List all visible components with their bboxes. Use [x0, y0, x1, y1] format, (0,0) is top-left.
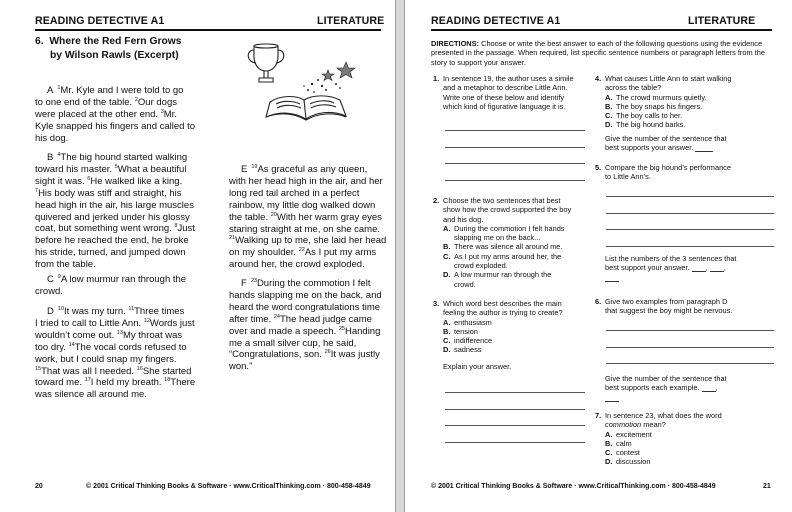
question-number: 5.	[595, 163, 602, 172]
question-number: 2.	[433, 196, 440, 205]
question-6	[595, 297, 775, 316]
question-number: 6.	[595, 297, 602, 306]
answer-option-a[interactable]: A. excitement	[605, 429, 652, 439]
paragraph-c: C $^9$A low murmur ran through the crowd.	[35, 273, 187, 297]
answer-option-d[interactable]: D. The big hound barks.	[605, 120, 686, 130]
answer-option-c[interactable]: C. indifference	[443, 336, 493, 346]
directions-label: DIRECTIONS:	[431, 39, 480, 48]
answer-line[interactable]	[445, 442, 585, 443]
question-text: Give two examples from paragraph D that suggest the boy might be nervous.	[605, 297, 733, 316]
paragraph-letter: A	[47, 85, 54, 96]
question-2	[433, 196, 593, 289]
answer-option-a[interactable]: A. During the commotion I felt hands slapping me on the back...	[443, 223, 565, 243]
sentence-number-blank[interactable]	[710, 271, 724, 272]
question-7	[595, 411, 775, 467]
question-6-support	[595, 374, 775, 402]
answer-line[interactable]	[445, 392, 585, 393]
paragraph-b: B $^4$The big hound started walking toward his master. $^5$What a beautiful sight it was. $^6$He walked like a king. $^7$His body was stiff and straight, his head high in the air, his large muscles quivered and jerked under his glossy coat, but something went wrong. $^8$Just before he reached the end, he broke his stride, turned, and jumped down from the table.	[35, 151, 195, 271]
sentence-number-prompt: Give the number of the sentence that best supports each example. ,	[605, 374, 775, 402]
paragraph-f: F $^{23}$During the commotion I felt hands slapping me on the back, and heard the word congratulations time after time. $^{24}$The head judge came over and made a speech. $^{25}$Handing me a small silver cup, he said, “Congratulations, son. $^{26}$It was justly won.”	[229, 277, 382, 373]
question-text: Compare the big hound’s performance to Little Ann’s.	[605, 163, 731, 182]
answer-option-b[interactable]: B. calm	[605, 438, 632, 448]
question-text: In sentence 19, the author uses a simile and a metaphor to describe Little Ann. Write one of these below and identify which kind of figurative language it is.	[443, 74, 574, 111]
answer-line[interactable]	[445, 409, 585, 410]
book-gutter	[396, 0, 404, 512]
answer-option-b[interactable]: B. tension	[443, 326, 478, 336]
right-header-section: LITERATURE	[688, 15, 756, 27]
answer-line[interactable]	[606, 363, 774, 364]
question-number: 4.	[595, 74, 602, 83]
story-title-main: Where the Red Fern Grows	[49, 36, 182, 47]
left-page-number: 20	[35, 483, 43, 490]
answer-line[interactable]	[445, 180, 585, 181]
paragraph-letter: B	[47, 152, 54, 163]
sentence-number-blank[interactable]	[692, 271, 706, 272]
left-header-section: LITERATURE	[317, 15, 385, 27]
answer-option-d[interactable]: D. sadness	[443, 345, 482, 355]
answer-option-c[interactable]: C. As I put my arms around her, the crowd exploded.	[443, 251, 562, 271]
right-header-rule	[431, 29, 772, 31]
question-text: What causes Little Ann to start walking across the table?	[605, 74, 732, 93]
right-footer-copyright: © 2001 Critical Thinking Books & Software · www.CriticalThinking.com · 800-458-4849	[431, 483, 716, 490]
answer-line[interactable]	[606, 347, 774, 348]
answer-option-a[interactable]: A. The crowd murmurs quietly.	[605, 92, 707, 102]
answer-option-d[interactable]: D. discussion	[605, 457, 651, 467]
right-page-number: 21	[763, 483, 771, 490]
story-number: 6.	[35, 36, 44, 47]
answer-option-b[interactable]: B. The boy snaps his fingers.	[605, 101, 703, 111]
left-header-rule	[35, 29, 381, 31]
question-text: In sentence 23, what does the word commotion mean?	[605, 411, 722, 430]
left-header-title: READING DETECTIVE A1	[35, 15, 165, 27]
vocabulary-word: commotion	[605, 420, 642, 430]
paragraph-letter: F	[241, 278, 247, 289]
story-byline: by Wilson Rawls (Excerpt)	[50, 50, 179, 61]
question-4	[595, 74, 775, 152]
paragraph-d: D $^{10}$It was my turn. $^{11}$Three times I tried to call to Little Ann. $^{12}$Words just wouldn’t come out. $^{13}$My throat was too dry. $^{14}$The vocal cords refused to work, but I could snap my fingers. $^{15}$That was all I needed. $^{16}$She started toward me. $^{17}$I held my breath. $^{18}$There was silence all around me.	[35, 305, 196, 401]
directions-text: Choose or write the best answer to each of the following questions using the evidence presented in the passage. When required, list specific sentence numbers or paragraph letters from the story to support your answer.	[431, 39, 765, 67]
question-number: 1.	[433, 74, 440, 83]
trophy-and-open-book-icon	[242, 40, 358, 124]
answer-line[interactable]	[445, 130, 585, 131]
paragraph-a: A $^1$Mr. Kyle and I were told to go to one end of the table. $^2$Our dogs were placed at the other end. $^3$Mr. Kyle snapped his fingers and called to his dog.	[35, 84, 196, 144]
question-number: 3.	[433, 299, 440, 308]
question-5-support	[595, 254, 775, 282]
question-text: Choose the two sentences that best show how the crowd supported the boy and his dog.	[443, 196, 572, 224]
sentence-number-prompt: Give the number of the sentence that best supports your answer.	[605, 133, 727, 153]
answer-line[interactable]	[606, 213, 774, 214]
paragraph-letter: D	[47, 306, 54, 317]
question-1	[433, 74, 593, 111]
right-header-title: READING DETECTIVE A1	[431, 15, 561, 27]
answer-line[interactable]	[445, 163, 585, 164]
directions	[431, 39, 771, 67]
answer-line[interactable]	[606, 246, 774, 247]
answer-line[interactable]	[606, 229, 774, 230]
paragraph-letter: C	[47, 274, 54, 285]
sentence-number-blank[interactable]	[605, 401, 619, 402]
question-3	[433, 299, 593, 371]
left-footer-copyright: © 2001 Critical Thinking Books & Software · www.CriticalThinking.com · 800-458-4849	[86, 483, 371, 490]
answer-option-c[interactable]: C. contest	[605, 448, 640, 458]
explain-prompt: Explain your answer.	[443, 361, 512, 371]
sentence-numbers-prompt: List the numbers of the 3 sentences that best support your answer. , ,	[605, 254, 775, 282]
answer-line[interactable]	[606, 196, 774, 197]
story-title	[35, 35, 182, 63]
answer-option-b[interactable]: B. There was silence all around me.	[443, 242, 563, 252]
sentence-number-blank[interactable]	[695, 151, 713, 152]
answer-option-d[interactable]: D. A low murmur ran through the crowd.	[443, 270, 552, 289]
answer-line[interactable]	[445, 147, 585, 148]
paragraph-letter: E	[241, 164, 248, 175]
answer-option-a[interactable]: A. enthusiasm	[443, 317, 492, 327]
question-5	[595, 163, 775, 182]
question-number: 7.	[595, 411, 602, 420]
answer-line[interactable]	[445, 425, 585, 426]
answer-line[interactable]	[606, 330, 774, 331]
answer-option-c[interactable]: C. The boy calls to her.	[605, 111, 683, 121]
paragraph-e: E $^{19}$As graceful as any queen, with her head high in the air, and her long red tail arched in a perfect rainbow, my little dog walked down the table. $^{20}$With her warm gray eyes staring straight at me, on she came. $^{21}$Walking up to me, she laid her head on my shoulder. $^{22}$As I put my arms around her, the crowd exploded.	[229, 163, 387, 271]
question-text: Which word best describes the main feeling the author is trying to create?	[443, 299, 563, 318]
sentence-number-blank[interactable]	[702, 391, 716, 392]
sentence-number-blank[interactable]	[605, 281, 619, 282]
